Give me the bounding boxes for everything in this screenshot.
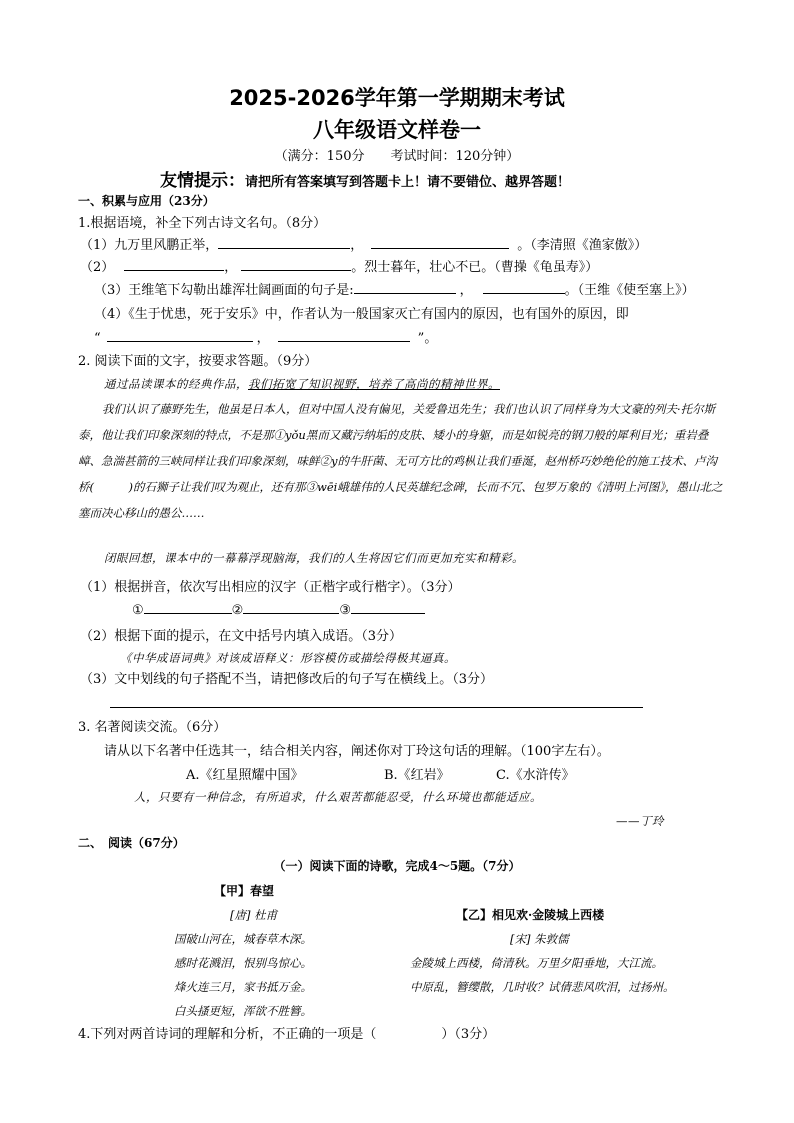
answer-blank[interactable]	[144, 601, 232, 614]
answer-blank[interactable]	[107, 329, 253, 342]
tip-label: 友情提示：	[160, 171, 245, 191]
q1-line1	[80, 234, 647, 253]
answer-blank[interactable]	[124, 258, 224, 271]
q1-line3	[94, 279, 695, 298]
q2-sub1: （1）根据拼音，依次写出相应的汉字（正楷字或行楷字）。（3分）	[80, 580, 461, 595]
q1-l2-pre: （2）	[80, 260, 115, 275]
poem-a-line: 烽火连三月，家书抵万金。	[174, 980, 312, 994]
poem-b-line: 中原乱，簪缨散，几时收？试倩悲风吹泪，过扬州。	[410, 980, 675, 994]
q1-l1-pre: （1）九万里风鹏正举，	[80, 238, 219, 253]
answer-line[interactable]	[110, 707, 643, 708]
q2-stem: 2. 阅读下面的文字，按要求答题。（9分）	[78, 354, 318, 369]
answer-blank[interactable]	[354, 281, 456, 294]
q1-line2	[80, 256, 598, 275]
poem-b-author: [宋] 朱敦儒	[510, 932, 569, 946]
q3-option-c: C.《水浒传》	[496, 768, 575, 783]
q1-line4a: （4）《生于忧患，死于安乐》中，作者认为一般国家灭亡有国内的原因，也有国外的原因，即	[94, 307, 629, 322]
answer-blank[interactable]	[243, 601, 339, 614]
tip-text: 请把所有答案填写到答题卡上！请不要错位、越界答题！	[245, 175, 571, 190]
q3-instruction: 请从以下名著中任选其一，结合相关内容，阐述你对丁玲这句话的理解。（100字左右）。	[104, 744, 610, 759]
q3-option-a: A.《红星照耀中国》	[186, 768, 304, 783]
answer-blank[interactable]	[483, 281, 565, 294]
q1-l4b-pre: “	[94, 331, 101, 346]
exam-subtitle: 八年级语文样卷一	[313, 118, 481, 142]
blank-num-3: ③	[339, 603, 351, 618]
part1-heading: 一、积累与应用（23分）	[78, 194, 215, 208]
q1-l3-pre: （3）王维笔下勾勒出雄浑壮阔画面的句子是:	[94, 283, 354, 298]
q2-sub1-blanks	[132, 601, 425, 618]
friendly-tip	[160, 166, 570, 191]
exam-title: 2025-2026学年第一学期期末考试	[229, 86, 565, 110]
q2-sub3: （3）文中划线的句子搭配不当，请把修改后的句子写在横线上。（3分）	[80, 672, 494, 687]
q1-l3-mid: ，	[459, 283, 473, 298]
poem-a-line: 白头搔更短，浑欲不胜簪。	[174, 1004, 312, 1018]
q4-stem: 4.下列对两首诗词的理解和分析，不正确的一项是（ ）（3分）	[78, 1027, 496, 1042]
q1-l4b-mid: ，	[256, 331, 270, 346]
q1-l1-post: 。（李清照《渔家傲》）	[517, 238, 648, 253]
q2-sub2-hint: 《中华成语词典》对该成语释义：形容模仿或描绘得极其逼真。	[120, 651, 456, 665]
poem-b-title: 【乙】相见欢·金陵城上西楼	[456, 908, 605, 922]
part2-heading: 二、 阅读（67分）	[78, 836, 185, 850]
q3-option-b: B.《红岩》	[384, 768, 450, 783]
answer-blank[interactable]	[278, 329, 410, 342]
poem-a-author: [唐] 杜甫	[230, 908, 278, 922]
blank-num-2: ②	[231, 603, 244, 618]
q3-quote-author: ——丁玲	[616, 814, 664, 828]
q1-l1-mid: ，	[350, 238, 364, 253]
answer-blank[interactable]	[218, 236, 350, 249]
q1-l4b-post: ”。	[417, 331, 438, 346]
q1-line4b	[94, 327, 437, 346]
q3-quote: 人，只要有一种信念，有所追求，什么艰苦都能忍受，什么环境也都能适应。	[134, 790, 542, 804]
q2-sub2: （2）根据下面的提示，在文中括号内填入成语。（3分）	[80, 629, 403, 644]
blank-num-1: ①	[132, 603, 144, 618]
q2-para1	[104, 376, 500, 392]
q1-l3-post: 。（王维《使至塞上》）	[564, 283, 695, 298]
part2-sub1: （一）阅读下面的诗歌，完成4～5题。（7分）	[273, 859, 521, 873]
poem-a-line: 感时花溅泪，恨别鸟惊心。	[174, 956, 312, 970]
poem-a-line: 国破山河在，城春草木深。	[174, 932, 312, 946]
q2-para2: 我们认识了藤野先生，他虽是日本人，但对中国人没有偏见，关爱鲁迅先生；我们也认识了同样身为大文豪的列夫·托尔斯泰，他让我们印象深刻的特点，不是那①yǒu黑而又藏污纳垢的皮肤、矮小的身躯，而是如锐亮的钢刀般的犀利目光；重岩叠嶂、急湍甚箭的三峡同样让我们印象深刻，味鲜②y的牛肝菌、无可方比的鸡枞让我们垂涎，赵州桥巧妙绝伦的施工技术、卢沟桥( )的石狮子让我们叹为观止，还有那③wēi峨雄伟的人民英雄纪念碑，长而不冗、包罗万象的《清明上河图》，愚山北之塞而决心移山的愚公……	[78, 402, 723, 520]
q3-stem: 3. 名著阅读交流。（6分）	[78, 720, 227, 735]
q1-stem: 1.根据语境，补全下列古诗文名句。（8分）	[78, 216, 327, 231]
exam-meta: （满分：150分 考试时间：120分钟）	[274, 149, 520, 164]
answer-blank[interactable]	[371, 236, 509, 249]
answer-blank[interactable]	[351, 601, 425, 614]
poem-a-title: 【甲】春望	[214, 884, 275, 898]
q1-l2-mid: ，	[224, 260, 238, 275]
q2-para3: 闭眼回想，课本中的一幕幕浮现脑海，我们的人生将因它们而更加充实和精彩。	[104, 551, 524, 565]
underlined-sentence: 我们拓宽了知识视野，培养了高尚的精神世界。	[248, 377, 500, 391]
answer-blank[interactable]	[241, 258, 351, 271]
poem-b-line: 金陵城上西楼，倚清秋。万里夕阳垂地，大江流。	[410, 956, 663, 970]
q2-p1-pre: 通过品读课本的经典作品，	[104, 377, 248, 391]
q1-l2-post: 。烈士暮年，壮心不已。（曹操《龟虽寿》）	[351, 260, 599, 275]
